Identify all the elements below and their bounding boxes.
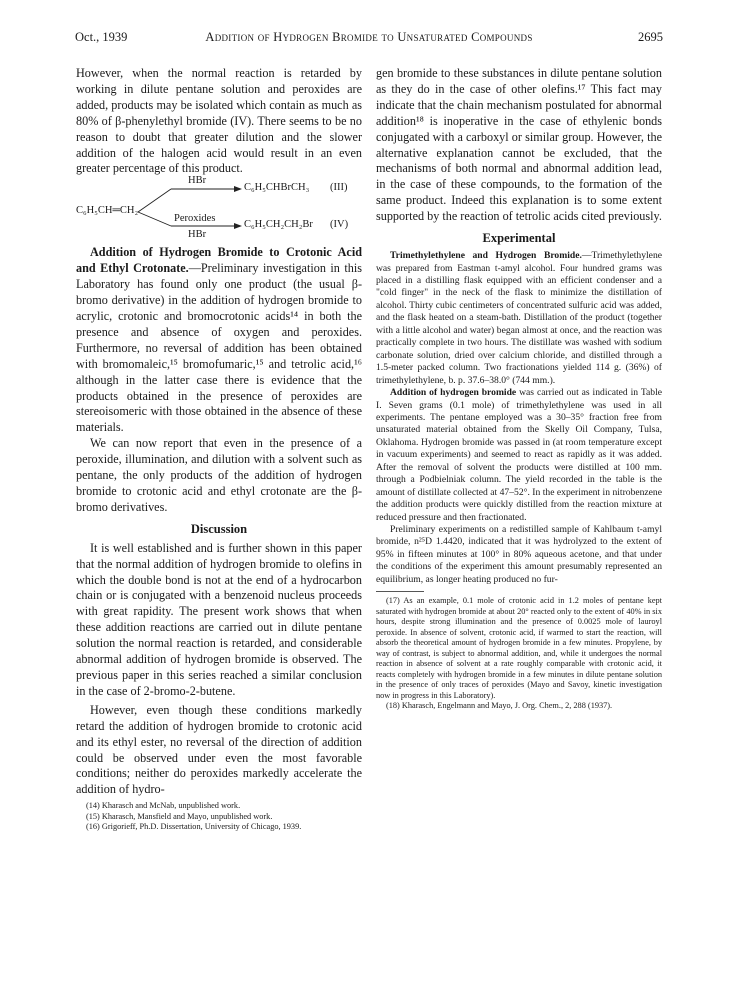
reaction-scheme — [76, 175, 362, 242]
footnote: (18) Kharasch, Engelmann and Mayo, J. Org. Chem., 2, 288 (1937). — [386, 701, 613, 711]
bottom-reagent-hbr: HBr — [188, 229, 207, 241]
header-date: Oct., 1939 — [75, 30, 128, 44]
paragraph: However, when the normal reaction is retarded by working in dilute pentane solution and peroxides are added, products may be isolated which contain as much as 80% of β-phenylethyl bromide (IV). There seems to be no reason to doubt that greater dilution and the slower addition of the halogen acid would result in an even greater percentage of this product. — [76, 66, 362, 176]
bottom-product: C₆H₅CH₂CH₂Br — [244, 219, 313, 231]
paragraph-text: —Preliminary investigation in this Laboratory has found only one product (the usual β-bromo derivative) in the addition of hydrogen bromide to acrylic, crotonic and bromocrotonic acids¹⁴ in both the presence and absence of oxygen and peroxides. Furthermore, no reversal of addition has been obtained with bromomaleic,¹⁵ bromofumaric,¹⁵ and tetrolic acid,¹⁶ although in the latter case there is evidence that the products obtained in the presence of peroxides are stereoisomeric with those obtained in the absence of these materials. — [76, 261, 362, 435]
run-in-heading: Addition of Hydrogen Bromide to Crotonic Acid and Ethyl Crotonate. — [76, 245, 362, 276]
footnotes — [76, 801, 362, 832]
paragraph: It is well established and is further shown in this paper that the normal addition of hydrogen bromide to olefins in which the double bond is not at the end of a hydrocarbon chain or is conjugated with a benzenoid nucleus proceeds with great rapidity. The present work shows that when these addition reactions are carried out in dilute pentane solution the normal reaction is retarded, and considerable abnormal addition of hydrogen bromide is observed. The previous paper in this series reached a similar conclusion in the case of 2-bromo-2-butene. — [76, 540, 362, 698]
paragraph — [76, 245, 362, 436]
footnote: (14) Kharasch and McNab, unpublished work. — [86, 801, 241, 811]
paragraph: gen bromide to these substances in dilute pentane solution as they do in the case of other olefins.¹⁷ This fact may indicate that the chain mechanism postulated for abnormal addition¹⁸ is inoperative in the case of ethylenic bonds conjugated with a carboxyl or similar group. However, the alternative explanation cannot be excluded, that the mechanisms of both normal and abnormal addition lead, in the case of these compounds, to the formation of the same product. Indeed this explanation is to some extent supported by the reaction of tetrolic acids cited previously. — [376, 66, 662, 224]
section-heading-discussion: Discussion — [190, 521, 248, 536]
page-number: 2695 — [638, 30, 663, 44]
bottom-label: (IV) — [330, 219, 349, 231]
paragraph-text: —Trimethylethylene was prepared from Eastman t-amyl alcohol. Four hundred grams was placed in a distilling flask equipped with an efficient condenser and a "cold finger" in the neck of the flask to minimize the distillation of alcohol. Thirty cubic centimeters of concentrated sulfuric acid was added, and the flask heated on a steam-bath. Distillation of the product (together with a little alcohol and water) began almost at once, and the reaction was practically complete in two hours. The distillate was washed with sodium carbonate solution, dried over calcium chloride, and distilled through a 1.5-meter packed column. Two fractionations yielded 114 g. (36%) of trimethylethylene, b. p. 37.6–38.0° (744 mm.). — [376, 250, 662, 386]
paragraph: Preliminary experiments on a redistilled sample of Kahlbaum t-amyl bromide, n²⁵D 1.4420, indicated that it was hydrolyzed to the extent of 95% in fifteen minutes at 100° in 80% aqueous acetone, and that under the conditions of the experiment this amount presumably represented an equilibrium, as longer heating produced no fur- — [376, 524, 662, 585]
right-column — [376, 66, 662, 712]
paragraph: However, even though these conditions markedly retard the addition of hydrogen bromide to crotonic acid and its ethyl ester, no reversal of the direction of addition could be observed under even the most favorable conditions; neither do peroxides markedly accelerate the addition of hydro- — [76, 702, 362, 797]
footnote-rule — [376, 591, 424, 592]
section-heading-experimental: Experimental — [482, 231, 556, 246]
header-title: Addition of Hydrogen Bromide to Unsaturated Compounds — [205, 30, 533, 44]
paragraph — [376, 250, 662, 387]
top-reagent: HBr — [188, 175, 207, 187]
run-in-heading: Addition of hydrogen bromide — [390, 387, 517, 399]
running-header — [75, 30, 663, 46]
top-product: C₆H₅CHBrCH₃ — [244, 182, 310, 194]
paragraph-text: was carried out as indicated in Table I. Seven grams (0.1 mole) of trimethylethylene was used in all experiments. The pentane employed was a 30–35° fraction free from unsaturated material obtained from the Skelly Oil Company, Tulsa, Oklahoma. Hydrogen bromide was passed in (at room temperature except in vacuum experiments) and seemed to react as rapidly as it was added. After the removal of solvent the products were distilled at 100 mm. through a Podbielniak column. The yield recorded in the table is the amount of distillate collected at 47–52°. In the experiment in nitrobenzene the addition products were quickly distilled from the reaction mixture at reduced pressure and then fractionated. — [376, 387, 662, 523]
bottom-reagent-peroxides: Peroxides — [174, 213, 216, 225]
paragraph: We can now report that even in the presence of a peroxide, illumination, and dilution with a solvent such as pentane, the only products of the addition of hydrogen bromide to crotonic acid and ethyl crotonate are the β-bromo derivatives. — [76, 436, 362, 514]
footnote: (16) Grigorieff, Ph.D. Dissertation, University of Chicago, 1939. — [86, 822, 302, 832]
run-in-heading: Trimethylethylene and Hydrogen Bromide. — [390, 250, 582, 262]
footnote: (17) As an example, 0.1 mole of crotonic acid in 1.2 moles of pentane kept saturated with hydrogen bromide at about 20° reacted only to the extent of 40% in six hours, despite strong illumination and the presence of 0.0025 mole of lauroyl peroxide. In absence of solvent, crotonic acid, if warmed to start the reaction, will absorb the theoretical amount of hydrogen bromide in a few minutes. Propylene, by way of contrast, is subject to abnormal addition, and, while it undergoes the normal reaction in absence of solvent at a rate roughly comparable with crotonic acid, it reacts completely with hydrogen bromide in a few minutes in dilute pentane solution in the presence of only traces of peroxides (Mayo and Savoy, kinetic investigation now in progress in this Laboratory). — [376, 596, 662, 700]
footnote: (15) Kharasch, Mansfield and Mayo, unpublished work. — [86, 811, 273, 821]
paragraph — [376, 387, 662, 524]
reactant: C₆H₅CH═CH₂ — [76, 205, 139, 217]
top-label: (III) — [330, 182, 348, 194]
left-column — [76, 66, 362, 832]
